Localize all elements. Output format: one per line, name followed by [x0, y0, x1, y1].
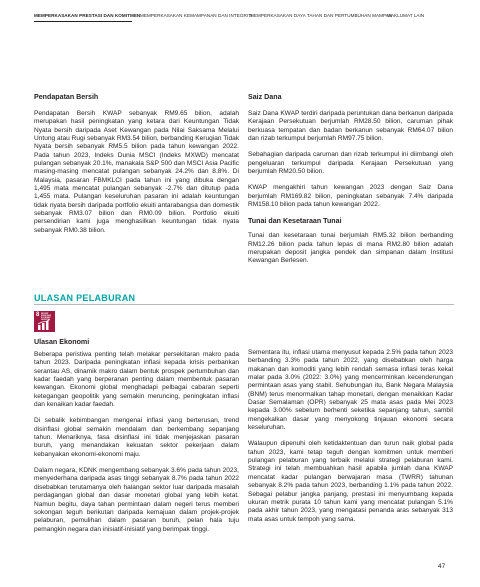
nav-active-underline	[34, 21, 132, 22]
left-bottom-column	[34, 338, 239, 534]
section-title: ULASAN PELABURAN	[34, 293, 136, 303]
paragraph-inflasi: Sementara itu, inflasi utama menyusut kepada 2.5% pada tahun 2023 berbanding 3.3% pada tahun 2022, yang disebabkan oleh harga makanan dan komoditi yang lebih rendah semasa inflasi teras kekal malar pada 3.0% (2022: 3.0%) yang mencerminkan kecenderungan permintaan asas yang stabil. Sehubungan itu, Bank Negara Malaysia (BNM) terus menormalkan tahap monetari, dengan menaikkan Kadar Dasar Semalaman (OPR) sebanyak 25 mata asas pada Mei 2023 kepada 3.00% sebelum berhenti seketika sepanjang tahun, sambil mengekalkan dasar yang menyokong tinjauan ekonomi secara keseluruhan.	[248, 349, 453, 432]
heading-pendapatan-bersih: Pendapatan Bersih	[34, 93, 99, 101]
top-navigation	[34, 13, 454, 25]
sdg-label: DECENT WORK AND ECONOMIC GROWTH	[41, 312, 52, 321]
paragraph-saiz-dana-3: KWAP mengakhiri tahun kewangan 2023 dengan Saiz Dana berjumlah RM169.82 bilion, peningkatan sebanyak 7.4% daripada RM158.10 bilion pada tahun kewangan 2022.	[248, 184, 453, 209]
sdg-number: 8	[36, 312, 40, 318]
paragraph-ekonomi-3: Dalam negara, KDNK mengembang sebanyak 3.6% pada tahun 2023, menyederhana daripada asas tinggi sebanyak 8.7% pada tahun 2022 disebabkan terutamanya oleh halangan sektor luar daripada masalah perdagangan global dan dasar monetari global yang lebih ketat. Namun begitu, daya tahan permintaan dalam negeri terus memberi sokongan teguh berikutan daripada kemajuan dalam projek-projek pelaburan, pemulihan dalam pasaran buruh, pelan hala tuju pemangkin negara dan inisiatif-inisiatif yang berimpak tinggi.	[34, 467, 239, 533]
left-top-column	[34, 93, 239, 235]
paragraph-ekonomi-1: Beberapa peristiwa penting telah melakar persekitaran makro pada tahun 2023. Daripada peningkatan inflasi kepada krisis perbankan serantau AS, dinamik makro dalam bentuk prospek pertumbuhan dan kadar faedah yang berperanan penting dalam membentuk pasaran kewangan. Ekonomi global menghadapi pelbagai cabaran seperti ketegangan geopolitik yang semakin meruncing, peningkatan inflasi dan kenaikan kadar faedah.	[34, 351, 239, 409]
paragraph-ekonomi-2: Di sebalik kebimbangan mengenai inflasi yang berterusan, trend disinflasi global semakin mendalam dan berkembang sepanjang tahun. Menariknya, fasa disinflasi ini tidak menjejaskan pasaran buruh, yang menandakan kekuatan sektor pekerjaan dalam kebanyakan ekonomi-ekonomi maju.	[34, 417, 239, 458]
nav-item-kemampanan[interactable]: MEMPERKASAKAN KEMAMPANAN DAN INTEGRITI	[140, 13, 253, 18]
right-bottom-column	[248, 349, 453, 524]
paragraph-saiz-dana-1: Saiz Dana KWAP terdiri daripada peruntukan dana berkanun daripada Kerajaan Persekutuan berjumlah RM28.50 bilion, caruman pihak berkuasa tempatan dan badan berkanun sebanyak RM64.07 bilion dan rizab terkumpul berjumlah RM97.75 bilion.	[248, 110, 453, 143]
page-number: 47	[438, 563, 446, 570]
sdg-8-icon	[34, 311, 55, 332]
growth-chart-icon	[37, 319, 52, 330]
heading-tunai: Tunai dan Kesetaraan Tunai	[248, 217, 342, 226]
paragraph-tunai: Tunai dan kesetaraan tunai berjumlah RM5.32 bilion berbanding RM12.26 bilion pada tahun lepas di mana RM2.80 bilion adalah merupakan deposit jangka pendek dan simpanan dalam Institusi Kewangan Berlesen.	[248, 232, 453, 265]
nav-item-maklumat-lain[interactable]: MAKLUMAT LAIN	[387, 13, 425, 18]
paragraph-saiz-dana-2: Sebahagian daripada caruman dan rizab terkumpul ini diimbangi oleh pengeluaran terkumpul daripada Kerajaan Persekutuan yang berjumlah RM20.50 bilion.	[248, 151, 453, 176]
paragraph-strategi: Walaupun dipenuhi oleh ketidaktentuan dan turun naik global pada tahun 2023, kami tetap teguh dengan komitmen untuk memberi pulangan pelaburan yang terbaik melalui strategi pelaburan kami. Strategi ini telah membuahkan hasil apabila jumlah dana KWAP mencatat kadar pulangan berwajaran masa (TWRR) tahunan sebanyak 8.2% pada tahun 2023, berbanding 1.1% pada tahun 2022. Sebagai pelabur jangka panjang, prestasi ini menyumbang kepada ukuran metrik purata 10 tahun kami yang mencatat pulangan 5.1% pada akhir tahun 2023, yang mengatasi penanda aras sebanyak 313 mata asas untuk tempoh yang sama.	[248, 440, 453, 523]
heading-ulasan-ekonomi: Ulasan Ekonomi	[34, 338, 90, 346]
paragraph-pendapatan-bersih: Pendapatan Bersih KWAP sebanyak RM9.65 bilion, adalah merupakan hasil peningkatan yang ketara dari Keuntungan Tidak Nyata bersih daripada Aset Kewangan pada Nilai Saksama Melalui Untung atau Rugi sebanyak RM3.54 bilion, berbanding Kerugian Tidak Nyata bersih sebanyak RM5.5 bilion pada tahun kewangan 2022. Pada tahun 2023, Indeks Dunia MSCI (Indeks MXWD) mencatat pulangan sebanyak 20.1%, manakala S&P 500 dan MSCI Asia Pacific masing-masing mencatat pulangan sebanyak 24.2% dan 8.8%. Di Malaysia, pasaran FBMKLCI pada tahun ini yang dibuka dengan 1,495 mata mencatat pulangan sebanyak -2.7% dan ditutup pada 1,455 mata. Pulangan keseluruhan pasaran ini adalah keuntungan tidak nyata bersih daripada portfolio ekuiti antarabangsa dan domestik sebanyak RM3.07 bilion dan RM0.09 bilion. Portfolio ekuiti persendirian kami juga menghasilkan keuntungan tidak nyata sebanyak RM0.38 bilion.	[34, 110, 239, 234]
heading-saiz-dana: Saiz Dana	[248, 93, 282, 101]
nav-item-prestasi[interactable]: MEMPERKASAKAN PRESTASI DAN KOMITMEN	[34, 13, 141, 18]
nav-item-daya-tahan[interactable]: MEMPERKASAKAN DAYA TAHAN DAN PERTUMBUHAN MAMPAN	[250, 13, 393, 18]
right-top-column	[248, 93, 453, 266]
section-divider	[34, 304, 454, 305]
